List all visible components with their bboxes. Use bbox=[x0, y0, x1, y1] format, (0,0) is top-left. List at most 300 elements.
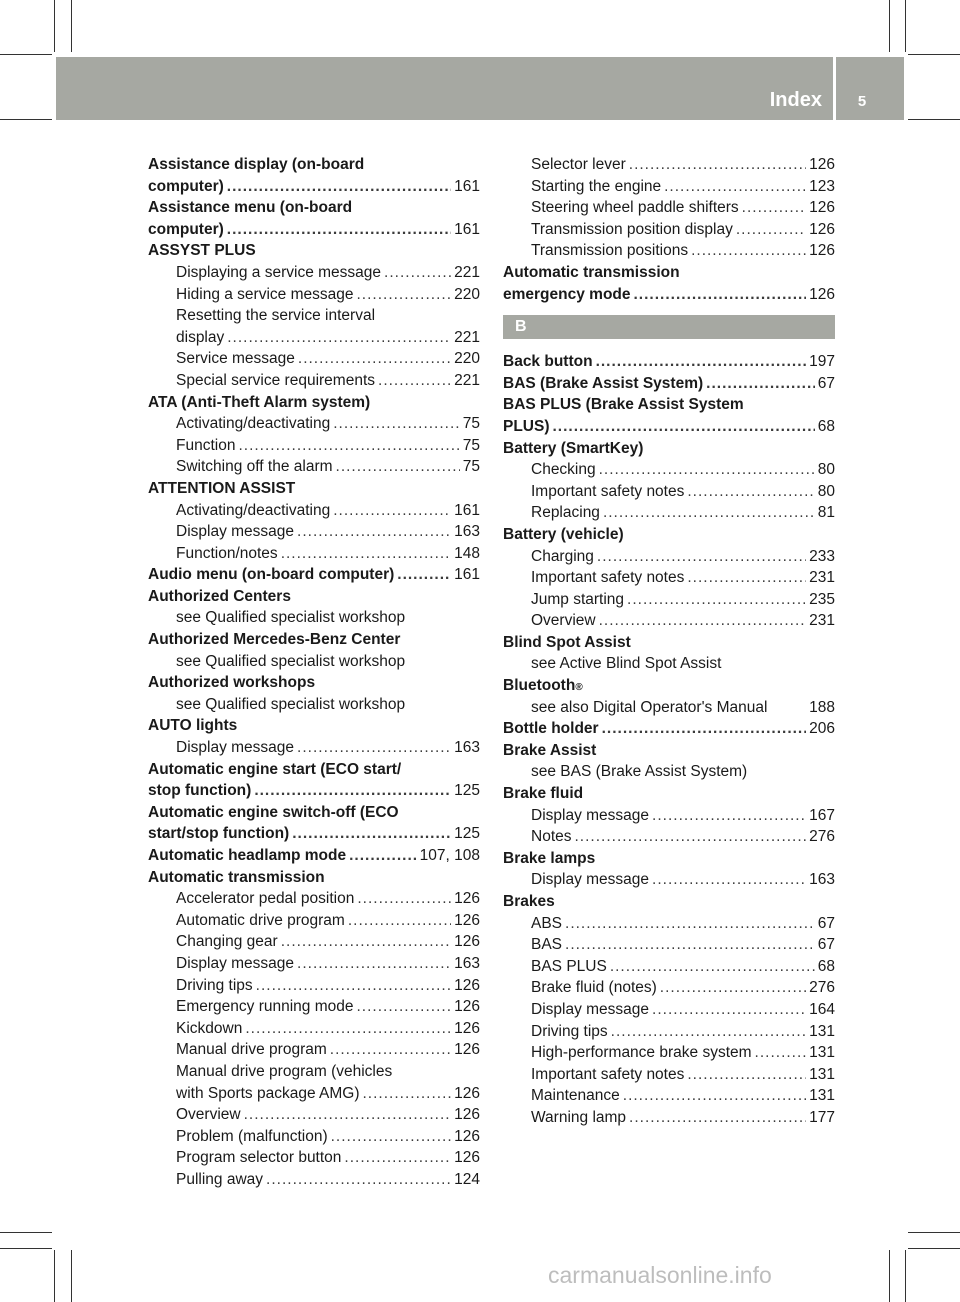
leader-dots bbox=[691, 240, 806, 262]
entry-label: Display message bbox=[176, 739, 295, 757]
index-entry bbox=[503, 524, 835, 546]
entry-page: 126 bbox=[809, 285, 835, 303]
index-entry bbox=[503, 610, 835, 632]
index-entry bbox=[148, 392, 480, 414]
index-entry bbox=[503, 154, 835, 176]
index-entry bbox=[503, 934, 835, 956]
index-group-a-continued bbox=[503, 154, 835, 305]
entry-page: 220 bbox=[454, 350, 480, 368]
leader-dots bbox=[238, 435, 459, 457]
index-entry bbox=[503, 1042, 835, 1064]
leader-dots bbox=[611, 1021, 806, 1043]
index-entry bbox=[148, 197, 480, 219]
entry-page: 75 bbox=[462, 458, 480, 476]
leader-dots bbox=[256, 975, 451, 997]
entry-page: 131 bbox=[809, 1087, 835, 1105]
entry-label: Audio menu (on-board computer) bbox=[148, 566, 395, 584]
section-letter-b: B bbox=[503, 315, 835, 339]
entry-page: 131 bbox=[809, 1065, 835, 1083]
entry-page: 126 bbox=[454, 1149, 480, 1167]
leader-dots bbox=[292, 823, 451, 845]
leader-dots bbox=[336, 456, 460, 478]
index-entry bbox=[148, 1169, 480, 1191]
entry-label: Resetting the service interval bbox=[176, 307, 376, 325]
leader-dots bbox=[330, 1039, 451, 1061]
entry-label: Display message bbox=[531, 806, 650, 824]
entry-label: ABS bbox=[531, 914, 563, 932]
entry-page: 126 bbox=[454, 1084, 480, 1102]
entry-page: 148 bbox=[454, 544, 480, 562]
entry-page: 80 bbox=[817, 482, 835, 500]
entry-label: Brake lamps bbox=[503, 849, 596, 867]
index-entry bbox=[503, 546, 835, 568]
entry-label: Displaying a service message bbox=[176, 263, 382, 281]
index-entry bbox=[148, 305, 480, 327]
index-entry bbox=[148, 1061, 480, 1083]
entry-label: Brakes bbox=[503, 893, 555, 910]
entry-page: 67 bbox=[817, 374, 835, 392]
entry-page: 167 bbox=[809, 806, 835, 824]
crop-mark bbox=[908, 119, 960, 120]
entry-label: see Qualified specialist workshop bbox=[176, 609, 406, 627]
leader-dots bbox=[254, 780, 451, 802]
entry-label: see BAS (Brake Assist System) bbox=[531, 763, 748, 781]
index-entry bbox=[148, 1147, 480, 1169]
index-entry bbox=[503, 826, 835, 848]
leader-dots bbox=[602, 718, 807, 740]
leader-dots bbox=[599, 459, 815, 481]
entry-label: PLUS) bbox=[503, 417, 550, 435]
index-entry bbox=[148, 478, 480, 500]
entry-label: BAS PLUS bbox=[531, 957, 607, 975]
index-entry bbox=[148, 845, 480, 867]
entry-page: 221 bbox=[454, 263, 480, 281]
leader-dots bbox=[565, 913, 815, 935]
entry-page: 126 bbox=[454, 1106, 480, 1124]
index-entry bbox=[148, 348, 480, 370]
entry-page: 231 bbox=[809, 612, 835, 630]
index-entry bbox=[503, 869, 835, 891]
entry-page: 233 bbox=[809, 547, 835, 565]
leader-dots bbox=[266, 1169, 451, 1191]
entry-page: 126 bbox=[454, 1127, 480, 1145]
entry-label: Display message bbox=[176, 954, 295, 972]
entry-page: 206 bbox=[809, 720, 835, 738]
entry-label: display bbox=[176, 328, 225, 346]
entry-label: Notes bbox=[531, 828, 572, 846]
index-entry bbox=[503, 977, 835, 999]
entry-label: BAS PLUS (Brake Assist System bbox=[503, 396, 744, 414]
index-entry bbox=[148, 802, 480, 824]
entry-page: 125 bbox=[454, 782, 480, 800]
entry-label: Switching off the alarm bbox=[176, 458, 333, 476]
index-entry bbox=[148, 651, 480, 673]
entry-label: start/stop function) bbox=[148, 825, 290, 843]
entry-label: Selector lever bbox=[531, 156, 626, 173]
entry-label: ATTENTION ASSIST bbox=[148, 479, 296, 497]
entry-label: emergency mode bbox=[503, 285, 631, 303]
index-entry bbox=[503, 891, 835, 913]
index-entry bbox=[503, 632, 835, 654]
header-divider bbox=[833, 57, 836, 120]
entry-label: Replacing bbox=[531, 504, 600, 522]
leader-dots bbox=[384, 262, 451, 284]
leader-dots bbox=[652, 805, 806, 827]
leader-dots bbox=[333, 413, 460, 435]
leader-dots bbox=[652, 999, 806, 1021]
index-entry bbox=[148, 240, 480, 262]
index-entry bbox=[148, 975, 480, 997]
entry-page: 235 bbox=[809, 590, 835, 608]
leader-dots bbox=[333, 500, 451, 522]
index-entry bbox=[503, 783, 835, 805]
index-entry: Bluetooth ® bbox=[503, 675, 835, 697]
leader-dots bbox=[331, 1126, 452, 1148]
leader-dots bbox=[652, 869, 806, 891]
entry-label: Transmission positions bbox=[531, 242, 689, 260]
entry-page: 68 bbox=[817, 417, 835, 435]
entry-label: Pulling away bbox=[176, 1170, 264, 1188]
leader-dots bbox=[297, 521, 451, 543]
entry-page: 81 bbox=[817, 504, 835, 522]
leader-dots bbox=[596, 351, 807, 373]
index-entry bbox=[503, 740, 835, 762]
entry-page: 75 bbox=[462, 415, 480, 433]
index-entry bbox=[148, 500, 480, 522]
leader-dots bbox=[357, 888, 451, 910]
index-entry bbox=[503, 262, 835, 284]
entry-page: 131 bbox=[809, 1044, 835, 1062]
index-entry bbox=[148, 521, 480, 543]
entry-label: Kickdown bbox=[176, 1019, 243, 1037]
crop-mark bbox=[905, 0, 906, 52]
leader-dots bbox=[627, 589, 806, 611]
leader-dots bbox=[687, 1064, 806, 1086]
entry-page: 131 bbox=[809, 1022, 835, 1040]
entry-label: Manual drive program (vehicles bbox=[176, 1062, 393, 1080]
entry-page: 126 bbox=[809, 220, 835, 238]
entry-page: 80 bbox=[817, 461, 835, 479]
leader-dots bbox=[227, 219, 451, 241]
index-entry bbox=[503, 416, 835, 438]
entry-label: Accelerator pedal position bbox=[176, 890, 355, 908]
entry-label: Activating/deactivating bbox=[176, 501, 331, 519]
leader-dots bbox=[344, 1147, 451, 1169]
leader-dots bbox=[349, 845, 417, 867]
entry-label: BAS (Brake Assist System) bbox=[503, 374, 704, 392]
index-entry bbox=[503, 351, 835, 373]
entry-label: Transmission position display bbox=[531, 220, 733, 238]
entry-label: Bottle holder bbox=[503, 720, 599, 738]
entry-label: Display message bbox=[531, 871, 650, 889]
entry-label: Driving tips bbox=[176, 976, 253, 994]
index-entry bbox=[503, 284, 835, 306]
index-entry bbox=[148, 543, 480, 565]
index-entry bbox=[503, 373, 835, 395]
entry-label: Brake fluid (notes) bbox=[531, 979, 657, 997]
entry-label: Authorized Mercedes-Benz Center bbox=[148, 631, 401, 649]
entry-page: 231 bbox=[809, 569, 835, 587]
entry-page: 124 bbox=[454, 1170, 480, 1188]
entry-label: AUTO lights bbox=[148, 717, 238, 735]
entry-page: 161 bbox=[454, 501, 480, 519]
entry-label: High-performance brake system bbox=[531, 1044, 752, 1062]
entry-page: 161 bbox=[454, 566, 480, 584]
index-entry bbox=[503, 438, 835, 460]
entry-label: ASSYST PLUS bbox=[148, 242, 256, 260]
entry-page: 161 bbox=[454, 177, 480, 195]
entry-label: Manual drive program bbox=[176, 1041, 327, 1059]
entry-page: 126 bbox=[809, 156, 835, 173]
leader-dots bbox=[706, 373, 815, 395]
entry-page: 163 bbox=[454, 739, 480, 757]
index-entry bbox=[148, 672, 480, 694]
watermark: carmanualsonline.info bbox=[548, 1262, 772, 1288]
entry-label: Special service requirements bbox=[176, 371, 376, 389]
page-number: 5 bbox=[857, 93, 867, 110]
entry-label: Automatic headlamp mode bbox=[148, 847, 347, 864]
index-entry bbox=[148, 715, 480, 737]
leader-dots bbox=[245, 1018, 451, 1040]
entry-label: Brake Assist bbox=[503, 741, 597, 759]
entry-label: computer) bbox=[148, 177, 224, 195]
entry-label: Battery (SmartKey) bbox=[503, 439, 644, 457]
entry-label: Authorized workshops bbox=[148, 674, 316, 692]
entry-label: Starting the engine bbox=[531, 177, 662, 195]
index-entry bbox=[148, 867, 480, 889]
crop-mark bbox=[54, 0, 55, 52]
index-column-right bbox=[503, 154, 835, 1129]
entry-page: 220 bbox=[454, 285, 480, 303]
entry-label: Driving tips bbox=[531, 1022, 608, 1040]
index-entry bbox=[503, 1064, 835, 1086]
crop-mark bbox=[0, 1248, 52, 1249]
entry-label: Automatic transmission bbox=[503, 263, 680, 281]
leader-dots bbox=[687, 567, 806, 589]
index-entry bbox=[148, 629, 480, 651]
page-title: Index bbox=[769, 89, 822, 111]
index-entry bbox=[503, 1107, 835, 1129]
entry-page: 221 bbox=[454, 328, 480, 346]
entry-page: 107, 108 bbox=[419, 847, 480, 864]
entry-label: Activating/deactivating bbox=[176, 415, 331, 433]
crop-mark bbox=[905, 1250, 906, 1302]
index-entry bbox=[148, 370, 480, 392]
index-entry bbox=[148, 1104, 480, 1126]
index-entry bbox=[503, 459, 835, 481]
index-entry bbox=[148, 564, 480, 586]
index-entry bbox=[148, 910, 480, 932]
entry-label: Back button bbox=[503, 353, 593, 371]
crop-mark bbox=[71, 0, 72, 52]
index-entry bbox=[503, 848, 835, 870]
entry-label: Automatic engine start (ECO start/ bbox=[148, 760, 402, 778]
index-entry bbox=[148, 262, 480, 284]
entry-page: 68 bbox=[817, 957, 835, 975]
leader-dots bbox=[297, 953, 451, 975]
crop-mark bbox=[889, 1250, 890, 1302]
index-entry bbox=[148, 953, 480, 975]
leader-dots bbox=[623, 1085, 806, 1107]
leader-dots bbox=[227, 176, 451, 198]
entry-label: Service message bbox=[176, 350, 295, 368]
index-entry bbox=[148, 413, 480, 435]
index-entry bbox=[148, 823, 480, 845]
entry-page: 221 bbox=[454, 371, 480, 389]
entry-label: Display message bbox=[176, 523, 295, 541]
crop-mark bbox=[908, 1248, 960, 1249]
crop-mark bbox=[908, 54, 960, 55]
entry-label: Maintenance bbox=[531, 1087, 620, 1105]
entry-label: Function/notes bbox=[176, 544, 278, 562]
index-entry bbox=[148, 327, 480, 349]
entry-page: 188 bbox=[809, 698, 835, 716]
leader-dots bbox=[687, 481, 814, 503]
entry-page: 67 bbox=[817, 936, 835, 954]
entry-page: 163 bbox=[454, 523, 480, 541]
index-entry bbox=[503, 956, 835, 978]
entry-page: 197 bbox=[809, 353, 835, 371]
leader-dots bbox=[348, 910, 451, 932]
index-entry bbox=[503, 1021, 835, 1043]
leader-dots bbox=[603, 502, 815, 524]
entry-page: 163 bbox=[809, 871, 835, 889]
index-entry bbox=[503, 718, 835, 740]
entry-label: Problem (malfunction) bbox=[176, 1127, 328, 1145]
entry-page: 164 bbox=[809, 1000, 835, 1018]
index-entry bbox=[503, 697, 835, 719]
entry-label: Steering wheel paddle shifters bbox=[531, 199, 739, 217]
entry-label: Bluetooth bbox=[503, 677, 576, 695]
crop-mark bbox=[54, 1250, 55, 1302]
leader-dots bbox=[610, 956, 815, 978]
index-entry bbox=[503, 913, 835, 935]
index-entry bbox=[503, 502, 835, 524]
entry-label: see Qualified specialist workshop bbox=[176, 652, 406, 670]
entry-page: 126 bbox=[809, 242, 835, 260]
entry-page: 126 bbox=[454, 890, 480, 908]
leader-dots bbox=[553, 416, 815, 438]
entry-label: Warning lamp bbox=[531, 1108, 627, 1126]
index-entry bbox=[503, 1085, 835, 1107]
entry-label: Charging bbox=[531, 547, 594, 565]
entry-label: Blind Spot Assist bbox=[503, 633, 631, 651]
entry-page: 126 bbox=[454, 998, 480, 1016]
entry-page: 161 bbox=[454, 220, 480, 238]
entry-label: Display message bbox=[531, 1000, 650, 1018]
leader-dots bbox=[755, 1042, 807, 1064]
entry-page: 67 bbox=[817, 914, 835, 932]
entry-label: Brake fluid bbox=[503, 785, 584, 803]
entry-label: Program selector button bbox=[176, 1149, 342, 1167]
entry-label: Jump starting bbox=[531, 590, 625, 608]
entry-label: Automatic drive program bbox=[176, 911, 345, 929]
entry-page: 276 bbox=[809, 979, 835, 997]
index-group-b bbox=[503, 351, 835, 1128]
index-entry bbox=[148, 737, 480, 759]
entry-label: Emergency running mode bbox=[176, 998, 354, 1016]
entry-label: Important safety notes bbox=[531, 482, 685, 500]
index-entry bbox=[148, 888, 480, 910]
index-entry bbox=[503, 394, 835, 416]
leader-dots bbox=[660, 977, 806, 999]
entry-page: 276 bbox=[809, 828, 835, 846]
index-entry bbox=[148, 284, 480, 306]
entry-label: Assistance display (on-board bbox=[148, 156, 365, 173]
index-entry bbox=[148, 759, 480, 781]
leader-dots bbox=[565, 934, 815, 956]
index-entry bbox=[503, 589, 835, 611]
entry-label: see also Digital Operator's Manual bbox=[531, 698, 768, 716]
entry-label: Changing gear bbox=[176, 933, 278, 951]
entry-label: Authorized Centers bbox=[148, 587, 291, 605]
entry-page: 126 bbox=[454, 976, 480, 994]
index-column-left bbox=[148, 154, 480, 1191]
index-entry bbox=[148, 694, 480, 716]
index-entry bbox=[148, 1018, 480, 1040]
entry-label: Overview bbox=[176, 1106, 241, 1124]
index-entry bbox=[148, 780, 480, 802]
leader-dots bbox=[281, 931, 451, 953]
entry-label: ATA (Anti-Theft Alarm system) bbox=[148, 393, 371, 411]
index-entry bbox=[148, 176, 480, 198]
index-entry bbox=[503, 761, 835, 783]
index-entry bbox=[503, 481, 835, 503]
index-entry bbox=[148, 996, 480, 1018]
entry-label: computer) bbox=[148, 220, 224, 238]
index-entry bbox=[148, 1083, 480, 1105]
entry-label: Automatic engine switch-off (ECO bbox=[148, 803, 399, 821]
entry-label: Function bbox=[176, 436, 236, 454]
entry-label: Hiding a service message bbox=[176, 285, 354, 303]
leader-dots bbox=[742, 197, 806, 219]
leader-dots bbox=[357, 996, 452, 1018]
entry-label: with Sports package AMG) bbox=[176, 1084, 360, 1102]
leader-dots bbox=[664, 176, 806, 198]
index-entry bbox=[503, 999, 835, 1021]
leader-dots bbox=[356, 284, 451, 306]
leader-dots bbox=[629, 1107, 806, 1129]
entry-page: 126 bbox=[454, 911, 480, 929]
index-entry bbox=[148, 586, 480, 608]
entry-page: 126 bbox=[454, 933, 480, 951]
index-entry bbox=[503, 805, 835, 827]
entry-page: 177 bbox=[809, 1108, 835, 1126]
index-entry bbox=[148, 931, 480, 953]
crop-mark bbox=[71, 1250, 72, 1302]
entry-label: Assistance menu (on-board bbox=[148, 199, 353, 217]
entry-label: Automatic transmission bbox=[148, 868, 325, 886]
entry-label: Important safety notes bbox=[531, 569, 685, 587]
leader-dots bbox=[298, 348, 451, 370]
entry-page: 126 bbox=[454, 1019, 480, 1037]
entry-page: 125 bbox=[454, 825, 480, 843]
entry-label: Overview bbox=[531, 612, 596, 630]
leader-dots bbox=[736, 219, 806, 241]
index-entry bbox=[503, 567, 835, 589]
leader-dots bbox=[363, 1083, 452, 1105]
index-entry bbox=[148, 1126, 480, 1148]
index-entry bbox=[148, 607, 480, 629]
index-entry bbox=[503, 219, 835, 241]
index-entry bbox=[148, 435, 480, 457]
index-entry bbox=[503, 197, 835, 219]
index-entry bbox=[148, 154, 480, 176]
leader-dots bbox=[378, 370, 451, 392]
entry-page: 126 bbox=[454, 1041, 480, 1059]
leader-dots bbox=[297, 737, 451, 759]
leader-dots bbox=[634, 284, 807, 306]
